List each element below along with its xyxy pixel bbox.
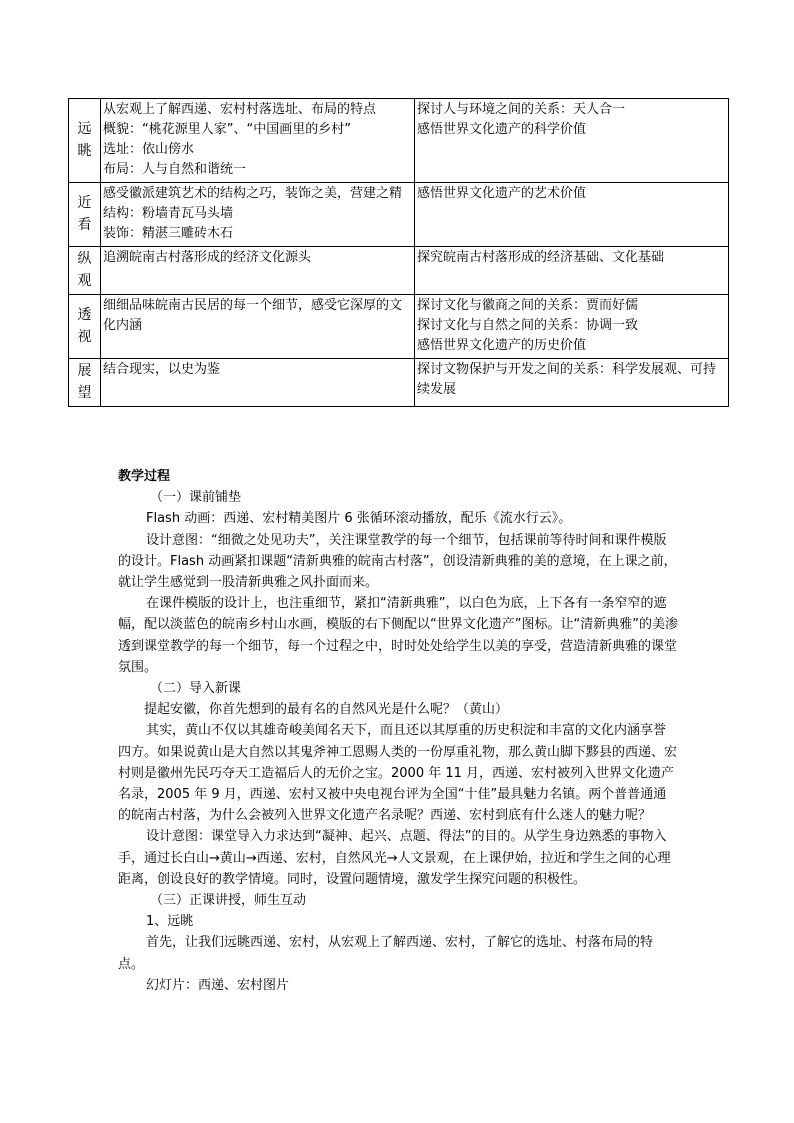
section-3-paragraph-2: 幻灯片：西递、宏村图片 <box>146 977 290 993</box>
table-row <box>69 359 729 407</box>
cell-line: 结构：粉墙青瓦马头墙 <box>103 206 234 221</box>
section-2-paragraph-1: 提起安徽，你首先想到的最有名的自然风光是什么呢？（黄山） <box>144 702 509 718</box>
row-heading-char: 透 <box>77 307 92 323</box>
row-heading-char: 看 <box>77 217 92 233</box>
row-heading <box>69 295 101 359</box>
goal-cell <box>415 183 729 247</box>
row-heading-char: 望 <box>77 385 92 401</box>
cell-line: 选址：依山傍水 <box>103 142 195 157</box>
table-row <box>69 247 729 295</box>
process-title: 教学过程 <box>118 469 171 484</box>
section-2-paragraph-3: 设计意图：课堂导入力求达到“凝神、起兴、点题、得法”的目的。从学生身边熟悉的事物入手，通过长白山→黄山→西递、宏村，自然风光→人文景观，在上课伊始，拉近和学生之间的心理距离，创设良好的教学情境。同时，设置问题情境，激发学生探究问题的积极性。 <box>118 829 671 887</box>
cell-line: 从宏观上了解西递、宏村村落选址、布局的特点 <box>103 102 377 117</box>
row-heading <box>69 359 101 407</box>
row-heading-char: 远 <box>77 121 92 137</box>
row-heading-char: 观 <box>77 273 92 289</box>
row-heading <box>69 247 101 295</box>
cell-line: 感悟世界文化遗产的科学价值 <box>417 122 587 137</box>
goal-cell <box>415 99 729 183</box>
row-heading <box>69 183 101 247</box>
section-1-paragraph-2: 设计意图：“细微之处见功夫”，关注课堂教学的每一个细节，包括课前等待时间和课件模版的设计。Flash 动画紧扣课题“清新典雅的皖南古村落”，创设清新典雅的美的意境，在上课之前，就让学生感觉到一股清新典雅之风扑面而来。 <box>118 532 677 591</box>
teaching-plan-table <box>68 98 729 407</box>
cell-line: 感悟世界文化遗产的艺术价值 <box>417 186 587 201</box>
cell-line: 感受徽派建筑艺术的结构之巧，装饰之美，营建之精 <box>103 186 403 201</box>
cell-line: 探讨人与环境之间的关系：天人合一 <box>417 102 626 117</box>
cell-line: 探讨文化与自然之间的关系：协调一致 <box>417 318 639 333</box>
cell-line: 探讨文物保护与开发之间的关系：科学发展观、可持续发展 <box>417 362 717 397</box>
cell-line: 感悟世界文化遗产的历史价值 <box>417 338 587 353</box>
section-2-paragraph-2: 其实，黄山不仅以其雄奇峻美闻名天下，而且还以其厚重的历史积淀和丰富的文化内涵享誉四方。如果说黄山是大自然以其鬼斧神工恩赐人类的一份厚重礼物，那么黄山脚下黟县的西递、宏村则是徽州先民巧夺天工造福后人的无价之宝。2000 年 11 月，西递、宏村被列入世界文化遗产名录，2005 年 9 月，西递、宏村又被中央电视台评为全国“十佳”最具魅力名镇。两个普普通通的皖南古村落，为什么会被列入世界文化遗产名录呢？西递、宏村到底有什么迷人的魅力呢？ <box>118 723 678 824</box>
content-cell <box>101 247 415 295</box>
cell-line: 细细品味皖南古民居的每一个细节，感受它深厚的文化内涵 <box>103 298 403 333</box>
row-heading-char: 眺 <box>77 143 92 159</box>
section-1-paragraph-1: Flash 动画：西递、宏村精美图片 6 张循环滚动播放，配乐《流水行云》。 <box>146 511 572 527</box>
row-heading-char: 近 <box>77 195 92 211</box>
content-cell <box>101 359 415 407</box>
section-1-paragraph-3: 在课件模版的设计上，也注重细节，紧扣“清新典雅”，以白色为底，上下各有一条窄窄的遮幅，配以淡蓝色的皖南乡村山水画，模版的右下侧配以“世界文化遗产”图标。让“清新典雅”的美渗透到课堂教学的每一个细节，每一个过程之中，时时处处给学生以美的享受，营造清新典雅的课堂氛围。 <box>118 596 678 675</box>
cell-line: 装饰：精湛三雕砖木石 <box>103 226 234 241</box>
table-row <box>69 183 729 247</box>
section-3-subtitle: 1、远眺 <box>146 914 194 930</box>
cell-line: 探究皖南古村落形成的经济基础、文化基础 <box>417 250 665 265</box>
content-cell <box>101 183 415 247</box>
row-heading-char: 视 <box>77 329 92 345</box>
cell-line: 布局：人与自然和谐统一 <box>103 162 247 177</box>
table-row <box>69 99 729 183</box>
goal-cell <box>415 247 729 295</box>
content-cell <box>101 295 415 359</box>
cell-line: 概貌：“桃花源里人家”、“中国画里的乡村” <box>103 122 351 137</box>
table-row <box>69 295 729 359</box>
cell-line: 结合现实，以史为鉴 <box>103 362 221 377</box>
cell-line: 追溯皖南古村落形成的经济文化源头 <box>103 250 312 265</box>
table-body <box>69 99 729 407</box>
section-1-title: （一）课前铺垫 <box>150 490 242 506</box>
content-cell <box>101 99 415 183</box>
goal-cell <box>415 359 729 407</box>
section-2-title: （二）导入新课 <box>150 681 242 697</box>
cell-line: 探讨文化与徽商之间的关系：贾而好儒 <box>417 298 639 313</box>
teaching-process <box>118 466 678 996</box>
row-heading <box>69 99 101 183</box>
row-heading-char: 展 <box>77 363 92 379</box>
goal-cell <box>415 295 729 359</box>
section-3-title: （三）正课讲授，师生互动 <box>150 893 307 909</box>
section-3-paragraph-1: 首先，让我们远眺西递、宏村，从宏观上了解西递、宏村，了解它的选址、村落布局的特点。 <box>118 935 654 972</box>
row-heading-char: 纵 <box>77 251 92 267</box>
